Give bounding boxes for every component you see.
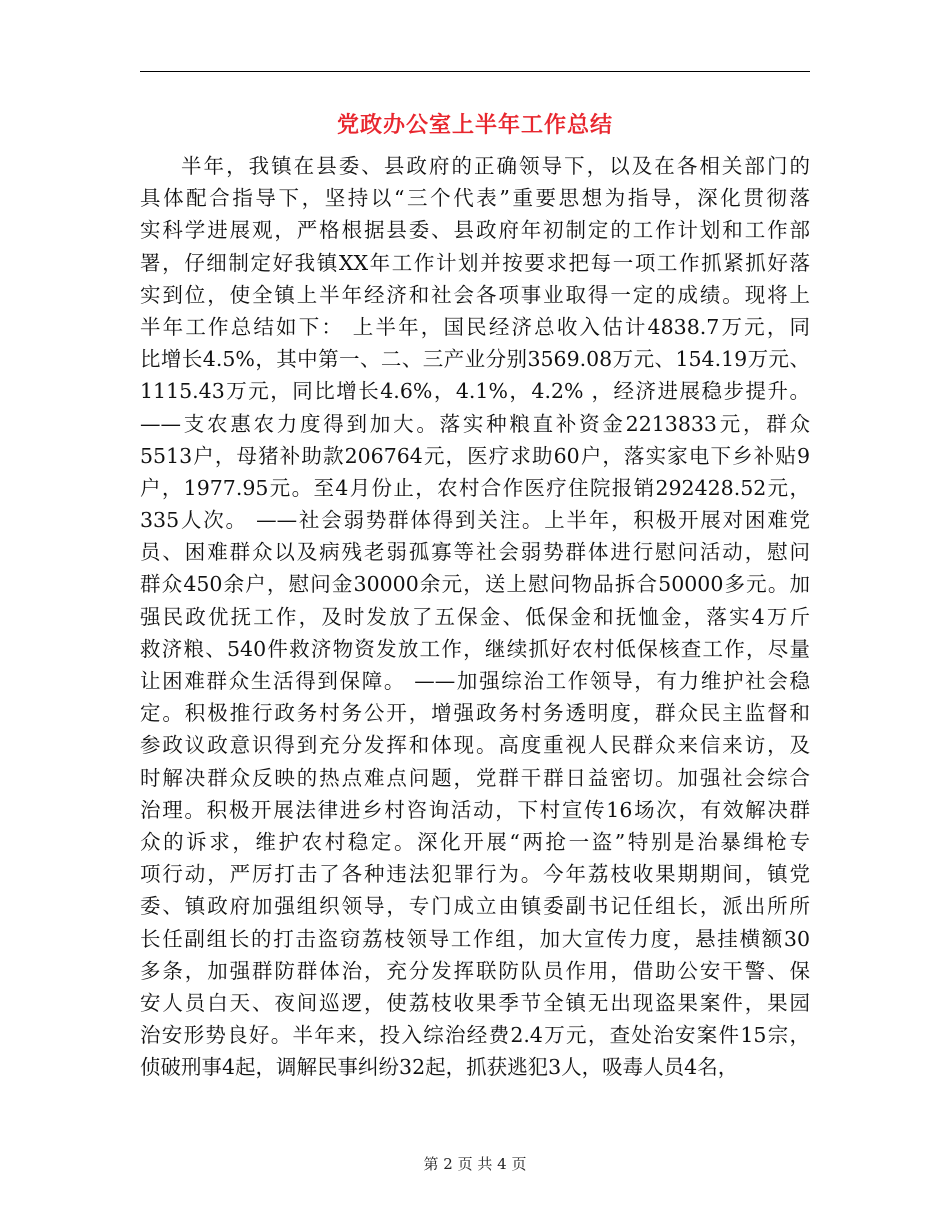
body-line: 群众450余户，慰问金30000余元，送上慰问物品拆合50000多元。加 bbox=[140, 572, 810, 597]
document-body bbox=[140, 150, 810, 1083]
body-line: 实科学进展观，严格根据县委、县政府年初制定的工作计划和工作部 bbox=[140, 218, 810, 243]
body-line: 1115.43万元，同比增长4.6%，4.1%，4.2% ，经济进展稳步提升。 bbox=[140, 379, 810, 404]
body-line: 治理。积极开展法律进乡村咨询活动，下村宣传16场次，有效解决群 bbox=[140, 797, 810, 822]
body-line: 实到位，使全镇上半年经济和社会各项事业取得一定的成绩。现将上 bbox=[140, 282, 810, 307]
body-line: 委、镇政府加强组织领导，专门成立由镇委副书记任组长，派出所所 bbox=[140, 894, 810, 919]
body-line: 具体配合指导下，坚持以“三个代表”重要思想为指导，深化贯彻落 bbox=[140, 186, 810, 211]
header-rule bbox=[140, 71, 810, 72]
body-line: 参政议政意识得到充分发挥和体现。高度重视人民群众来信来访，及 bbox=[140, 733, 810, 758]
document-title: 党政办公室上半年工作总结 bbox=[336, 112, 613, 138]
body-line: 众的诉求，维护农村稳定。深化开展“两抢一盗”特别是治暴缉枪专 bbox=[140, 829, 810, 854]
body-line: 救济粮、540件救济物资发放工作，继续抓好农村低保核查工作，尽量 bbox=[140, 636, 810, 661]
body-line: 户，1977.95元。至4月份止，农村合作医疗住院报销292428.52元， bbox=[140, 475, 810, 500]
body-line: 安人员白天、夜间巡逻，使荔枝收果季节全镇无出现盗果案件，果园 bbox=[140, 990, 810, 1015]
body-line: 多条，加强群防群体治，充分发挥联防队员作用，借助公安干警、保 bbox=[140, 958, 810, 983]
body-line: 半年，我镇在县委、县政府的正确领导下，以及在各相关部门的 bbox=[181, 154, 810, 178]
body-line: 署，仔细制定好我镇XX年工作计划并按要求把每一项工作抓紧抓好落 bbox=[140, 250, 810, 275]
body-line: 治安形势良好。半年来，投入综治经费2.4万元，查处治安案件15宗， bbox=[140, 1023, 810, 1048]
body-line: 5513户，母猪补助款206764元，医疗求助60户，落实家电下乡补贴9 bbox=[140, 443, 810, 468]
body-line: 让困难群众生活得到保障。 ——加强综治工作领导，有力维护社会稳 bbox=[140, 669, 810, 693]
body-line: 半年工作总结如下： 上半年，国民经济总收入估计4838.7万元，同 bbox=[140, 314, 810, 339]
body-line: 定。积极推行政务村务公开，增强政务村务透明度，群众民主监督和 bbox=[140, 701, 810, 726]
page-number: 第 2 页 共 4 页 bbox=[423, 1155, 527, 1173]
body-line: 项行动，严厉打击了各种违法犯罪行为。今年荔枝收果期期间，镇党 bbox=[140, 862, 810, 887]
body-line: 时解决群众反映的热点难点问题，党群干群日益密切。加强社会综合 bbox=[140, 765, 810, 790]
body-line: 335人次。 ——社会弱势群体得到关注。上半年，积极开展对困难党 bbox=[140, 508, 810, 533]
body-line: 侦破刑事4起，调解民事纠纷32起，抓获逃犯3人，吸毒人员4名， bbox=[140, 1055, 739, 1080]
body-line: 员、困难群众以及病残老弱孤寡等社会弱势群体进行慰问活动，慰问 bbox=[140, 540, 810, 565]
body-line: 长任副组长的打击盗窃荔枝领导工作组，加大宣传力度，悬挂横额30 bbox=[140, 926, 810, 951]
body-line: 比增长4.5%，其中第一、二、三产业分别3569.08万元、154.19万元、 bbox=[140, 347, 810, 372]
body-line: ——支农惠农力度得到加大。落实种粮直补资金2213833元，群众 bbox=[140, 411, 810, 436]
body-line: 强民政优抚工作，及时发放了五保金、低保金和抚恤金，落实4万斤 bbox=[140, 604, 810, 629]
